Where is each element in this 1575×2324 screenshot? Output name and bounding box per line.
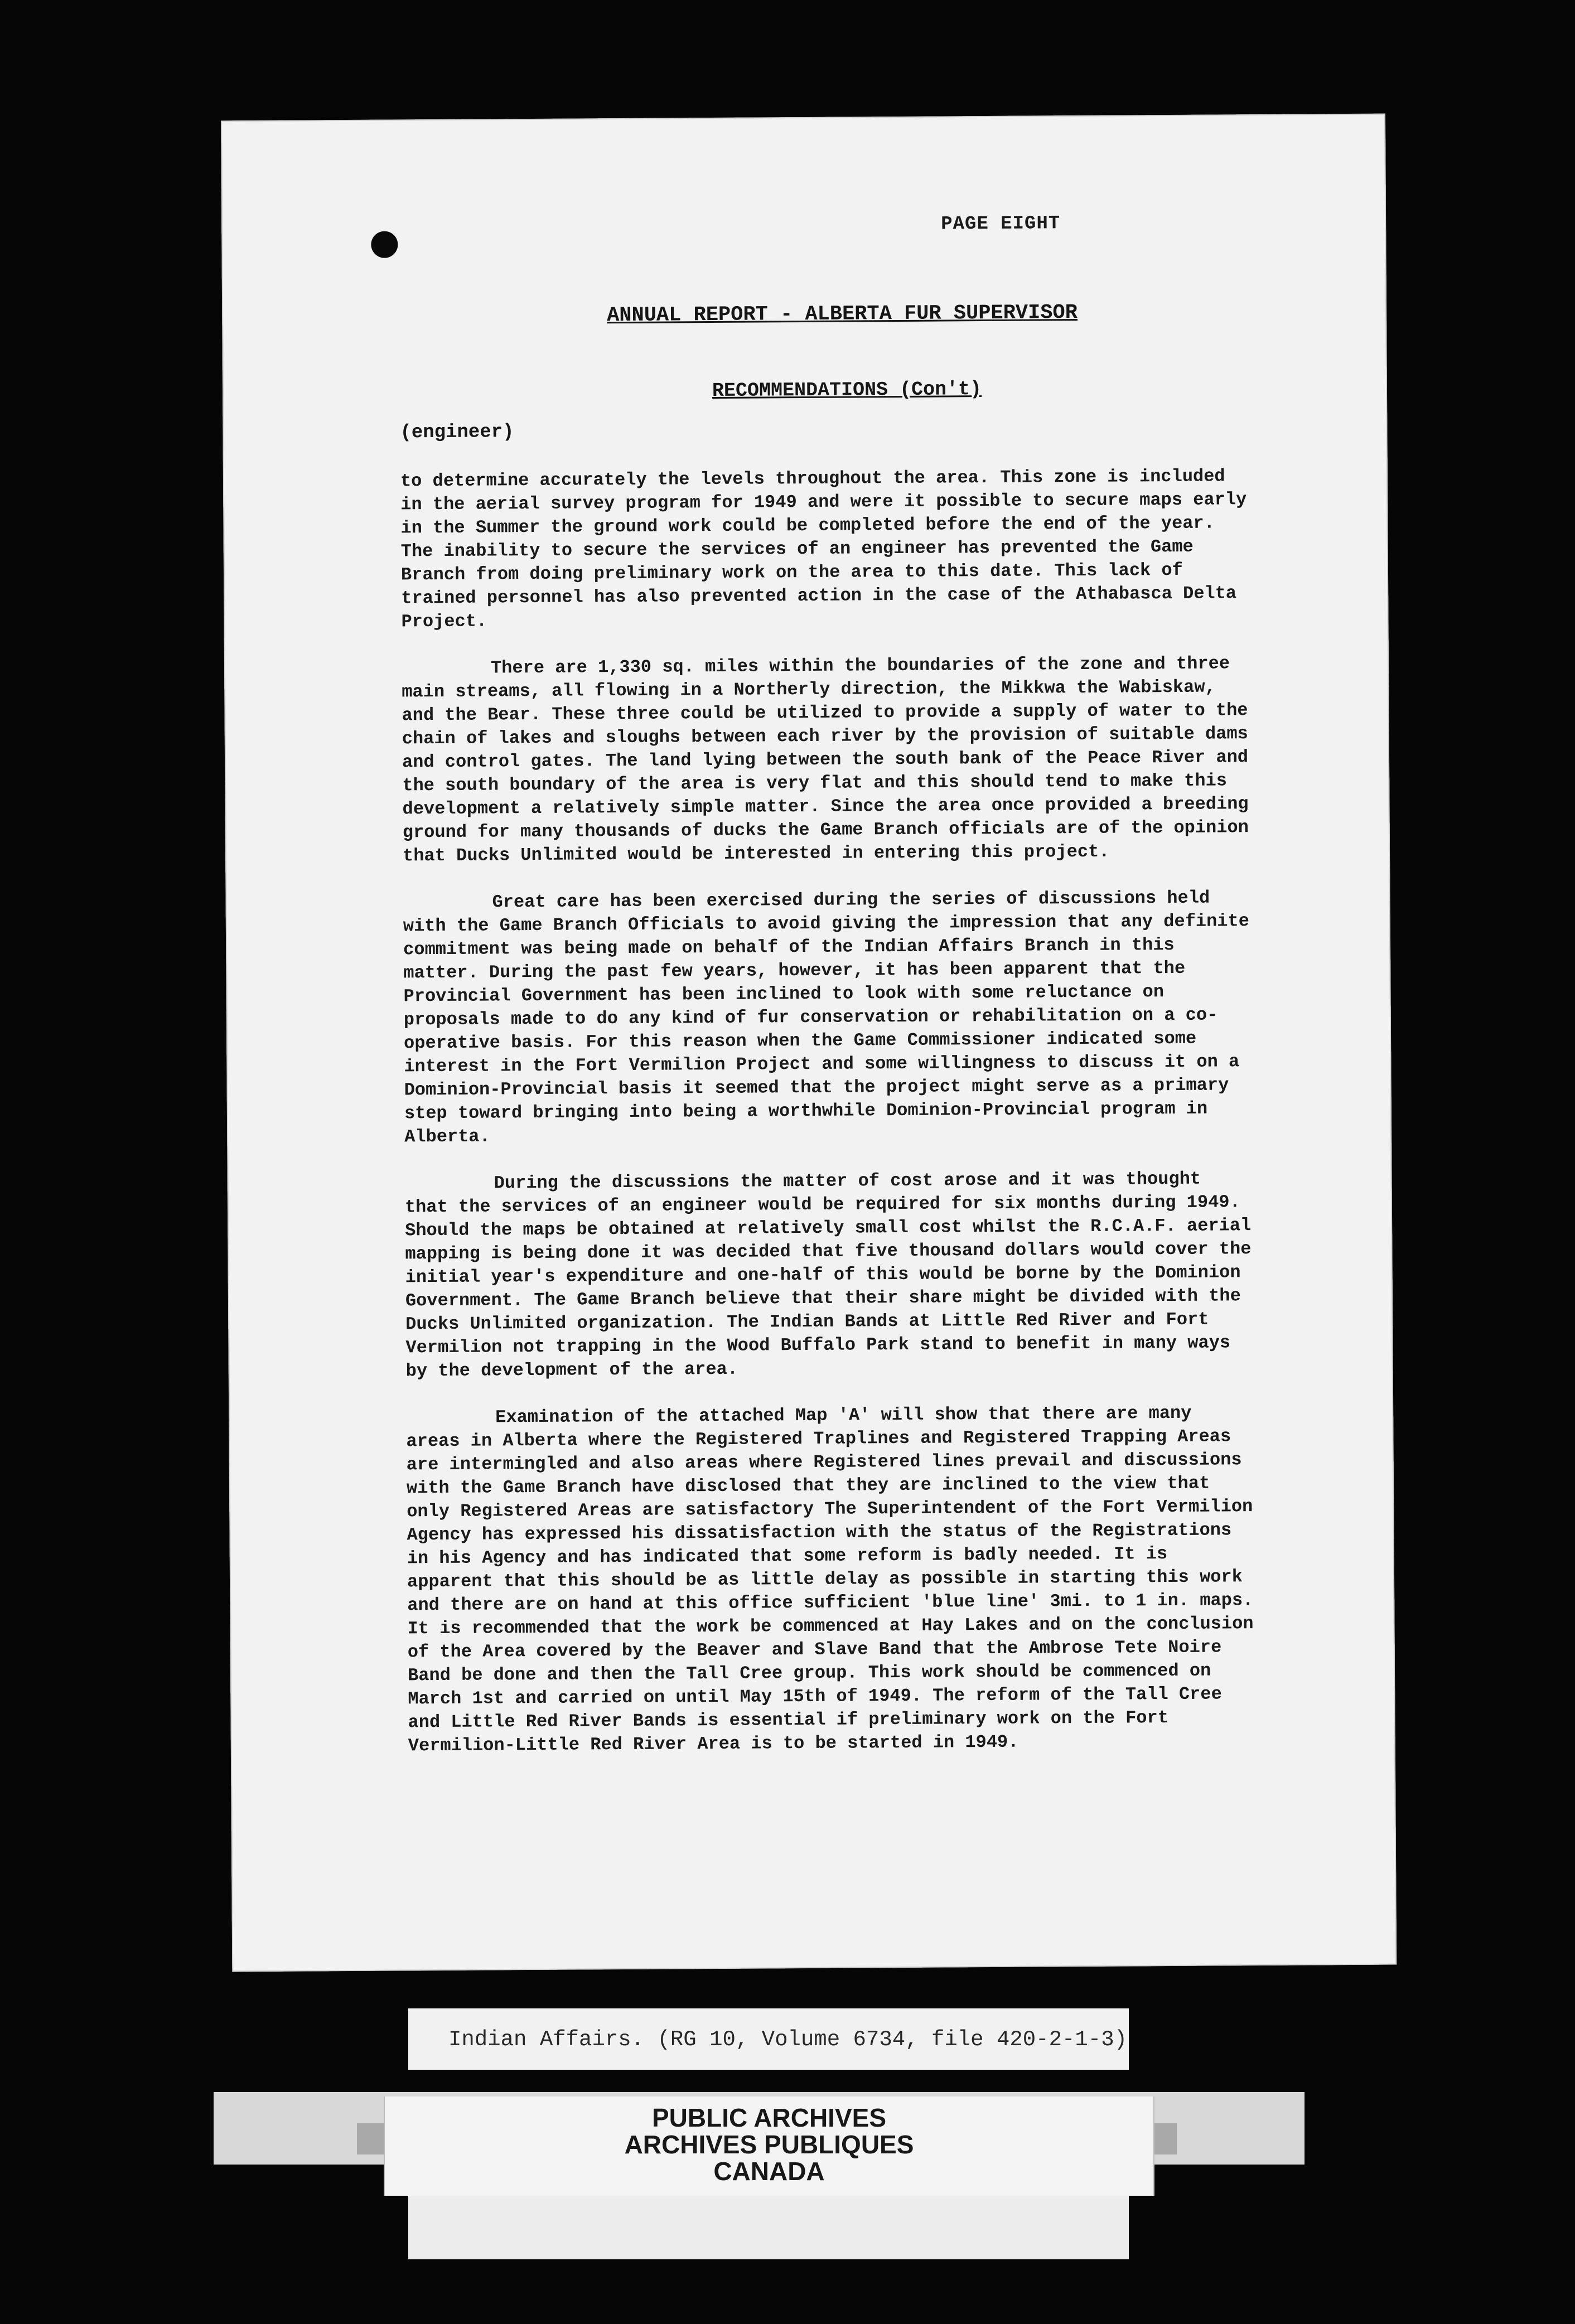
archive-caption-card <box>408 2008 1129 2070</box>
page-number: PAGE EIGHT <box>941 213 1061 235</box>
stamp-line-2: ARCHIVES PUBLIQUES <box>624 2130 914 2159</box>
report-title: ANNUAL REPORT - ALBERTA FUR SUPERVISOR <box>607 301 1078 328</box>
paragraph-5: Examination of the attached Map 'A' will show that there are many areas in Alberta where the Registered Traplines and Registered Trapping Areas are intermingled and also areas where Registered lines prevail and discussions with the Game Branch have disclosed that they are inclined to the view that only Registered Areas are satisfactory The Superintendent of the Fort Vermilion Agency has expressed his dissatisfaction with the status of the Registrations in his Agency and has indicated that some reform is badly needed. It is apparent that this should be as little delay as possible in starting this work and there are on hand at this office sufficient 'blue line' 3mi. to 1 in. maps. It is recommended that the work be commenced at Hay Lakes and on the conclusion of the Area covered by the Beaver and Slave Band that the Ambrose Tete Noire Band be done and then the Tall Cree group. This work should be commenced on March 1st and carried on until May 15th of 1949. The reform of the Tall Cree and Little Red River Bands is essential if preliminary work on the Fort Vermilion-Little Red River Area is to be started in 1949. <box>406 1402 1254 1756</box>
document-body <box>400 464 1256 1781</box>
paragraph-1: to determine accurately the levels throughout the area. This zone is included in the aerial survey program for 1949 and were it possible to secure maps early in the Summer the ground work could be completed before the end of the year. The inability to secure the services of an engineer has prevented the Game Branch from doing preliminary work on the area to this date. This lack of trained personnel has also prevented action in the case of the Athabasca Delta Project. <box>400 466 1247 632</box>
punch-hole <box>371 231 398 258</box>
stamp-line-1: PUBLIC ARCHIVES <box>652 2103 886 2132</box>
paragraph-2: There are 1,330 sq. miles within the boundaries of the zone and three main streams, all flowing in a Northerly direction, the Mikkwa the Wabiskaw, and the Bear. These three could be utilized to provide a supply of water to the chain of lakes and sloughs between each river by the provision of suitable dams and control gates. The land lying between the south bank of the Peace River and the south boundary of the area is very flat and this should tend to make this development a relatively simple matter. Since the area once provided a breeding ground for many thousands of ducks the Game Branch officials are of the opinion that Ducks Unlimited would be interested in entering this project. <box>402 653 1249 866</box>
archive-caption: Indian Affairs. (RG 10, Volume 6734, file 420-2-1-3) <box>448 2027 1127 2052</box>
speaker-label: (engineer) <box>400 422 514 444</box>
archive-stamp <box>384 2097 1154 2196</box>
section-title: RECOMMENDATIONS (Con't) <box>712 378 982 403</box>
document-page <box>221 114 1397 1972</box>
paragraph-4: During the discussions the matter of cost arose and it was thought that the services of an engineer would be required for six months during 1949. Should the maps be obtained at relatively small cost whilst the R.C.A.F. aerial mapping is being done it was decided that five thousand dollars would cover the initial year's expenditure and one-half of this would be borne by the Dominion Government. The Game Branch believe that their share might be divided with the Ducks Unlimited organization. The Indian Bands at Little Red River and Fort Vermilion not trapping in the Wood Buffalo Park stand to benefit in many ways by the development of the area. <box>404 1168 1252 1382</box>
stamp-line-3: CANADA <box>713 2157 825 2186</box>
paragraph-3: Great care has been exercised during the series of discussions held with the Game Branch Officials to avoid giving the impression that any definite commitment was being made on behalf of the Indian Affairs Branch in this matter. During the past few years, however, it has been apparent that the Provincial Government has been inclined to look with some reluctance on proposals made to do any kind of fur conservation or rehabilitation on a co-operative basis. For this reason when the Game Commissioner indicated some interest in the Fort Vermilion Project and some willingness to discuss it on a Dominion-Provincial basis it seemed that the project might serve as a primary step toward bringing into being a worthwhile Dominion-Provincial program in Alberta. <box>403 887 1249 1148</box>
